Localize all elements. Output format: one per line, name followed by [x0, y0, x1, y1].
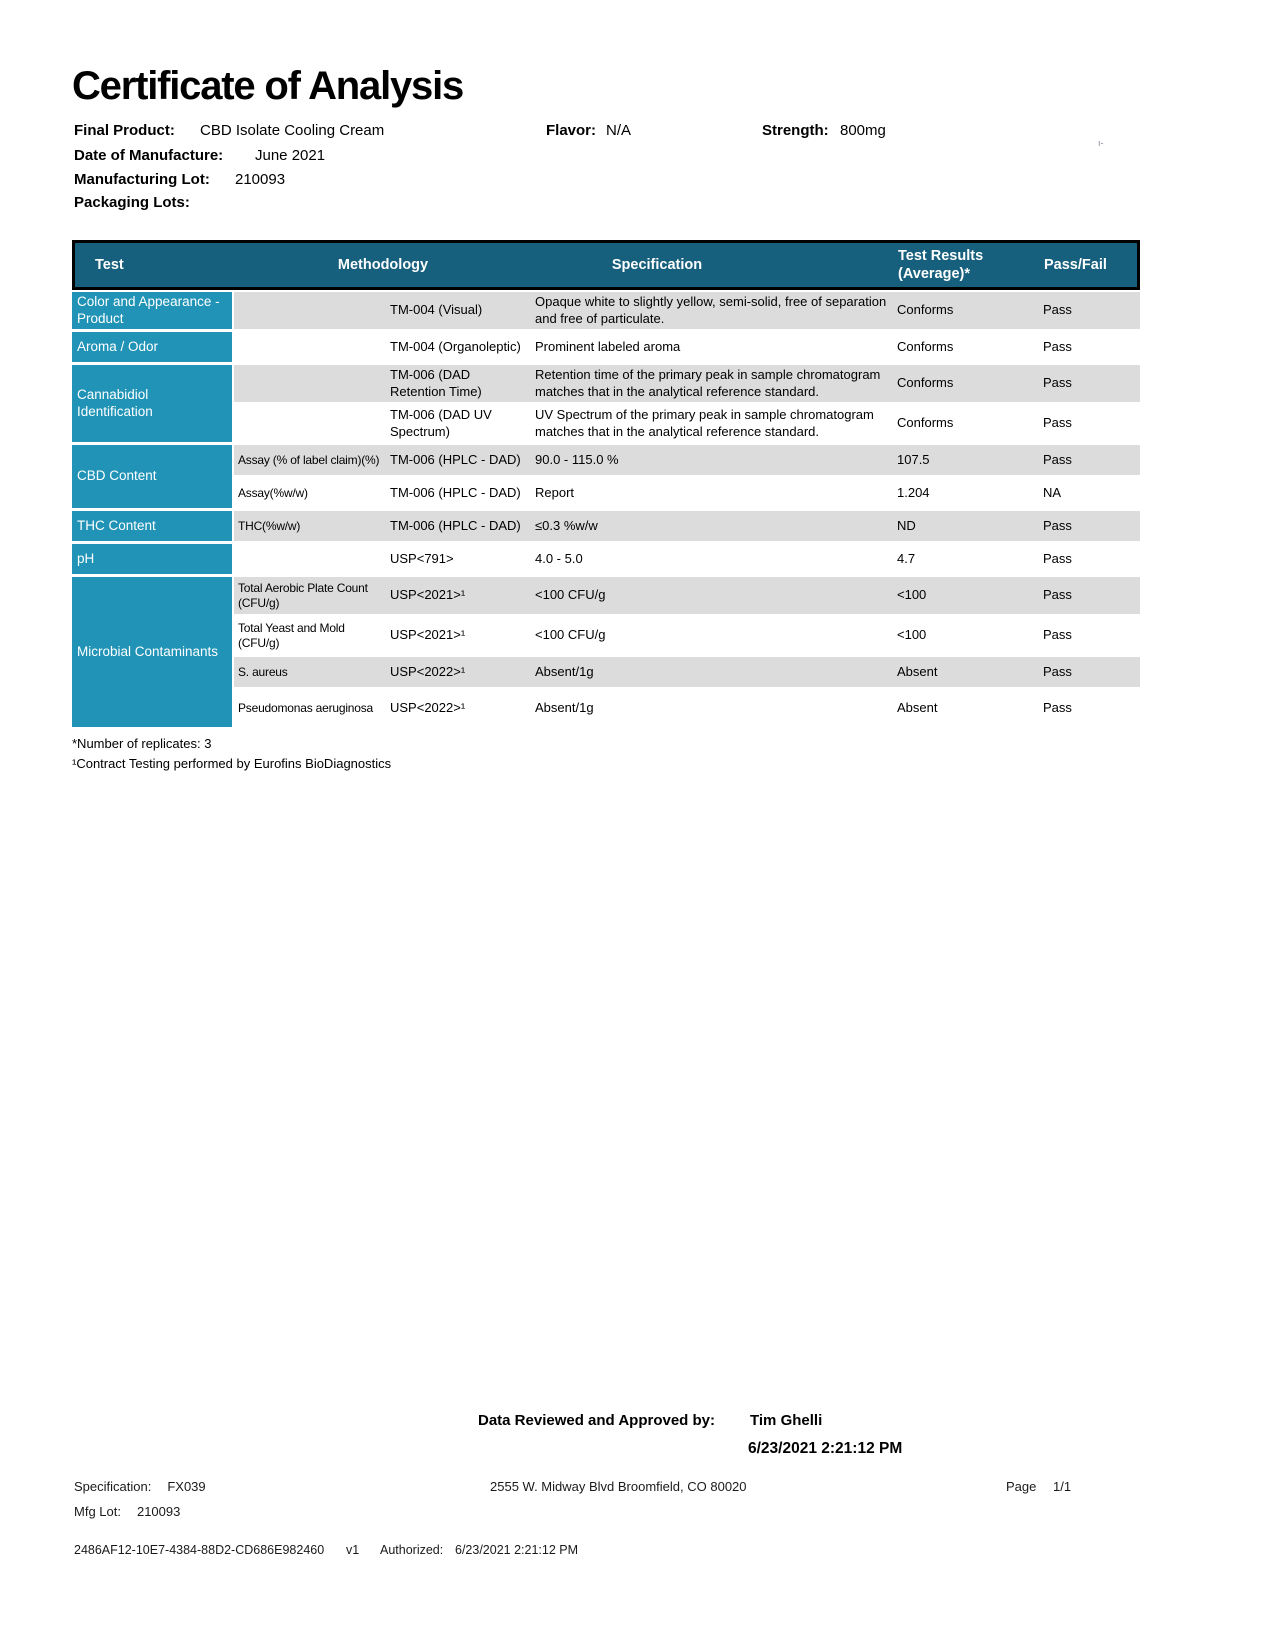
table-row [234, 445, 1140, 475]
sub-test-cell: S. aureus [238, 664, 288, 679]
pass-fail-cell: Pass [1043, 550, 1072, 566]
footnote-contract-testing: ¹Contract Testing performed by Eurofins BioDiagnostics [72, 755, 392, 771]
manufacturing-lot-value: 210093 [235, 171, 286, 188]
mfg-lot-label: Mfg Lot: [74, 1504, 121, 1519]
pass-fail-cell: Pass [1043, 451, 1072, 467]
test-name-cell: pH [72, 544, 232, 574]
result-cell: <100 [897, 587, 927, 603]
test-name-cell: Microbial Contaminants [72, 577, 232, 727]
pass-fail-cell: Pass [1043, 338, 1072, 354]
sub-test-cell [234, 309, 385, 313]
methodology-cell: TM-004 (Visual) [390, 302, 483, 318]
mfg-lot-value: 210093 [136, 1504, 181, 1519]
packaging-lots-label: Packaging Lots: [74, 194, 190, 211]
specification-cell: Retention time of the primary peak in sample chromatogram matches that in the analytical reference standard. [535, 367, 881, 399]
column-header-methodology: Methodology [337, 257, 429, 273]
sub-test-cell [234, 345, 385, 349]
page-title: Certificate of Analysis [72, 64, 464, 108]
results-table [72, 240, 1140, 773]
result-cell: Conforms [897, 415, 954, 431]
page-number: 1/1 [1053, 1479, 1072, 1494]
authorized-label: Authorized: [380, 1543, 444, 1557]
page-label: Page [1006, 1479, 1037, 1494]
result-cell: ND [897, 517, 916, 533]
test-name-cell: THC Content [72, 511, 232, 541]
result-cell: 4.7 [897, 550, 916, 566]
specification-cell: Opaque white to slightly yellow, semi-solid, free of separation and free of particulate. [535, 294, 887, 326]
table-group-thc-content [72, 511, 1140, 541]
specification-cell: Prominent labeled aroma [535, 338, 681, 354]
table-row [234, 657, 1140, 687]
table-group-microbial-contaminants [72, 577, 1140, 727]
scan-artifact: ı- [1098, 138, 1104, 148]
table-row [234, 577, 1140, 614]
test-name-cell: CBD Content [72, 445, 232, 508]
specification-cell: 90.0 - 115.0 % [535, 451, 619, 467]
final-product-label: Final Product: [74, 122, 175, 139]
pass-fail-cell: Pass [1043, 663, 1072, 679]
test-name-cell: Aroma / Odor [72, 332, 232, 362]
table-row [234, 405, 1140, 442]
specification-label: Specification: [74, 1479, 152, 1494]
test-name-cell: Cannabidiol Identification [72, 365, 232, 442]
methodology-cell: USP<2022>¹ [390, 700, 466, 716]
methodology-cell: USP<2021>¹ [390, 627, 466, 643]
table-group-cbd-content [72, 445, 1140, 508]
methodology-cell: TM-006 (HPLC - DAD) [390, 517, 521, 533]
table-header-row [72, 240, 1140, 290]
date-of-manufacture-value: June 2021 [255, 147, 326, 164]
table-row [234, 292, 1140, 329]
approved-by-label: Data Reviewed and Approved by: [478, 1412, 715, 1429]
specification-value: FX039 [167, 1479, 206, 1494]
specification-cell: Absent/1g [535, 700, 594, 716]
table-group-aroma-odor [72, 332, 1140, 362]
methodology-cell: USP<2022>¹ [390, 663, 466, 679]
table-group-cannabidiol-identification [72, 365, 1140, 442]
sub-test-cell: Assay(%w/w) [238, 485, 308, 500]
methodology-cell: TM-006 (DAD UV Spectrum) [390, 407, 492, 439]
pass-fail-cell: Pass [1043, 700, 1072, 716]
table-row [234, 365, 1140, 402]
manufacturing-lot-label: Manufacturing Lot: [74, 171, 210, 188]
methodology-cell: TM-006 (DAD Retention Time) [390, 367, 482, 399]
footer-specification [74, 1479, 206, 1494]
methodology-cell: TM-006 (HPLC - DAD) [390, 451, 521, 467]
table-group-ph [72, 544, 1140, 574]
footer-address: 2555 W. Midway Blvd Broomfield, CO 80020 [490, 1479, 747, 1494]
methodology-cell: TM-006 (HPLC - DAD) [390, 484, 521, 500]
pass-fail-cell: Pass [1043, 415, 1072, 431]
sub-test-cell: Total Aerobic Plate Count (CFU/g) [238, 580, 368, 610]
approval-datetime: 6/23/2021 2:21:12 PM [748, 1440, 903, 1457]
table-row [234, 478, 1140, 508]
specification-cell: 4.0 - 5.0 [535, 550, 583, 566]
column-header-test-results: Test Results (Average)* [898, 247, 984, 282]
table-footnotes [72, 734, 1140, 773]
final-product-value: CBD Isolate Cooling Cream [200, 122, 385, 139]
footer-mfg-lot [74, 1504, 180, 1519]
flavor-value: N/A [606, 122, 632, 139]
test-name-cell: Color and Appearance - Product [72, 292, 232, 329]
specification-cell: <100 CFU/g [535, 587, 606, 603]
pass-fail-cell: NA [1043, 484, 1062, 500]
methodology-cell: USP<791> [390, 550, 454, 566]
result-cell: Absent [897, 663, 938, 679]
table-row [234, 511, 1140, 541]
pass-fail-cell: Pass [1043, 517, 1072, 533]
sub-test-cell [234, 382, 385, 386]
table-row [234, 544, 1140, 574]
approver-name: Tim Ghelli [750, 1412, 823, 1429]
sub-test-cell: Pseudomonas aeruginosa [238, 701, 374, 715]
table-row [234, 332, 1140, 362]
result-cell: Conforms [897, 338, 954, 354]
flavor-label: Flavor: [546, 122, 597, 139]
pass-fail-cell: Pass [1043, 587, 1072, 603]
sub-test-cell: THC(%w/w) [238, 518, 301, 533]
sub-test-cell [234, 422, 385, 426]
specification-cell: Absent/1g [535, 663, 594, 679]
column-header-specification: Specification [611, 257, 703, 273]
sub-test-cell: Total Yeast and Mold (CFU/g) [238, 620, 345, 650]
specification-cell: Report [535, 484, 575, 500]
methodology-cell: USP<2021>¹ [390, 587, 466, 603]
result-cell: Absent [897, 700, 938, 716]
pass-fail-cell: Pass [1043, 375, 1072, 391]
result-cell: Conforms [897, 375, 954, 391]
specification-cell: <100 CFU/g [535, 627, 606, 643]
footnote-replicates: *Number of replicates: 3 [72, 736, 212, 751]
result-cell: 107.5 [897, 451, 930, 467]
strength-value: 800mg [840, 122, 886, 139]
pass-fail-cell: Pass [1043, 302, 1072, 318]
methodology-cell: TM-004 (Organoleptic) [390, 338, 521, 354]
sub-test-cell [234, 557, 385, 561]
pass-fail-cell: Pass [1043, 627, 1072, 643]
result-cell: Conforms [897, 302, 954, 318]
document-id: 2486AF12-10E7-4384-88D2-CD686E982460 [74, 1543, 325, 1557]
result-cell: <100 [897, 627, 927, 643]
specification-cell: ≤0.3 %w/w [535, 517, 598, 533]
result-cell: 1.204 [897, 484, 930, 500]
table-row [234, 617, 1140, 654]
table-group-color-appearance [72, 292, 1140, 329]
specification-cell: UV Spectrum of the primary peak in sample chromatogram matches that in the analytical reference standard. [535, 407, 874, 439]
sub-test-cell: Assay (% of label claim)(%) [238, 452, 380, 467]
date-of-manufacture-label: Date of Manufacture: [74, 147, 224, 164]
table-row [234, 690, 1140, 727]
authorized-datetime: 6/23/2021 2:21:12 PM [455, 1543, 579, 1557]
document-version: v1 [346, 1543, 360, 1557]
column-header-test: Test [95, 257, 124, 273]
strength-label: Strength: [762, 122, 829, 139]
column-header-pass-fail: Pass/Fail [1044, 257, 1107, 273]
